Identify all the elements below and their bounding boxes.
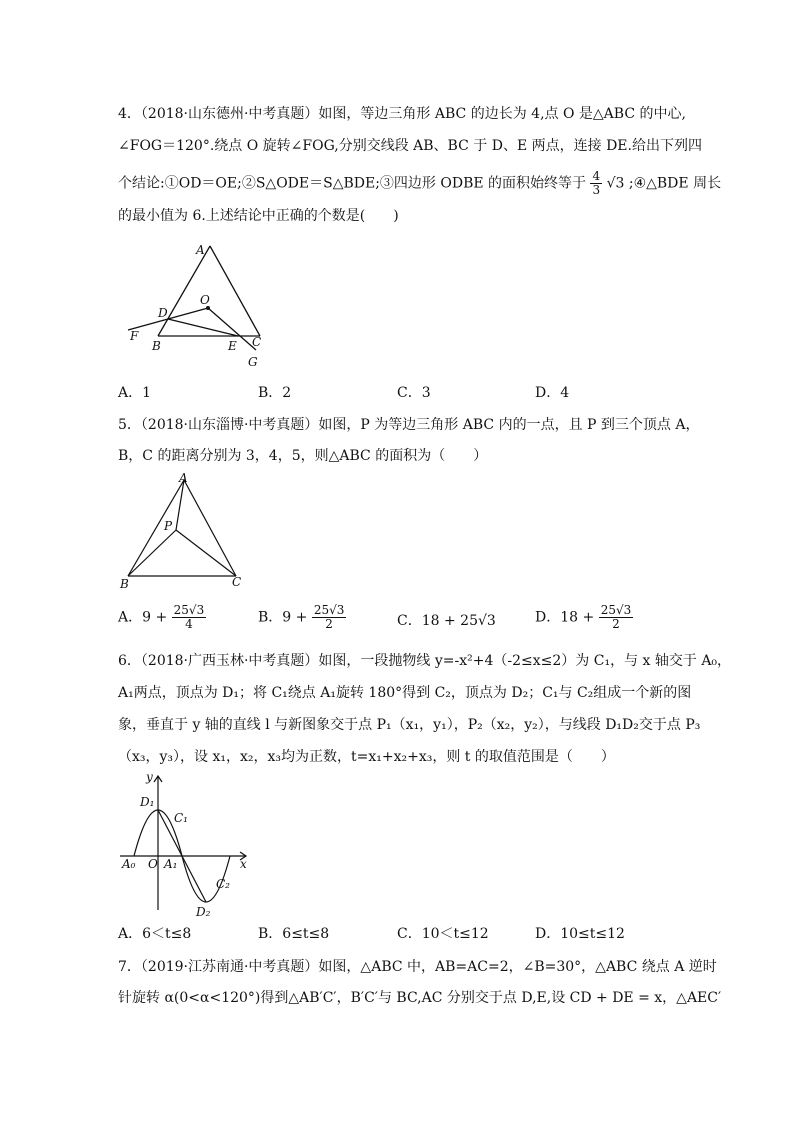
q4-line-2: ∠FOG＝120°.绕点 O 旋转∠FOG,分别交线段 AB、BC 于 D、E 两点，连接 DE.给出下列四 <box>118 138 702 154</box>
q6-option-c: C．10＜t≤12 <box>397 926 489 942</box>
q4-fraction <box>590 170 602 197</box>
q6-line-3: 象，垂直于 y 轴的直线 l 与新图象交于点 P₁（x₁，y₁），P₂（x₂，y₂），与线段 D₁D₂交于点 P₃ <box>118 717 701 733</box>
q5-option-a-numerator: 25√3 <box>173 603 205 617</box>
q4-fraction-numerator: 4 <box>592 169 601 183</box>
q5-option-d <box>535 604 633 631</box>
q4-label-f: F <box>130 329 139 343</box>
q6-line-2: A₁两点，顶点为 D₁；将 C₁绕点 A₁旋转 180°得到 C₂，顶点为 D₂；C₁与 C₂组成一个新的图 <box>118 685 692 701</box>
q4-label-e: E <box>228 339 237 353</box>
q6-label-a0: A₀ <box>122 857 136 871</box>
q4-line-4: 的最小值为 6.上述结论中正确的个数是( ) <box>118 208 399 224</box>
q4-line-3-text-a: 个结论:①OD＝OE;②S△ODE＝S△BDE;③四边形 ODBE 的面积始终等于 <box>118 175 587 192</box>
q4-label-a: A <box>196 243 205 257</box>
q6-label-c2: C₂ <box>216 877 230 891</box>
q5-option-d-fraction <box>599 604 634 631</box>
q5-option-b-fraction <box>312 604 347 631</box>
q4-option-b: B．2 <box>258 385 292 401</box>
q5-option-a-text: A．9 + <box>118 609 168 626</box>
q5-label-p: P <box>164 519 173 533</box>
q7-line-1: 7．（2019·江苏南通·中考真题）如图，△ABC 中，AB=AC=2，∠B=30°，△ABC 绕点 A 逆时 <box>118 959 717 975</box>
q4-label-d: D <box>158 306 168 320</box>
q6-line-1: 6．（2018·广西玉林·中考真题）如图，一段抛物线 y=-x²+4（-2≤x≤2）为 C₁，与 x 轴交于 A₀， <box>118 653 732 669</box>
q6-label-d1: D₁ <box>140 795 155 809</box>
q4-label-b: B <box>152 339 161 353</box>
q4-triangle-figure <box>120 238 280 370</box>
q4-option-d: D．4 <box>535 385 570 401</box>
q5-option-b-text: B．9 + <box>258 609 308 626</box>
q5-option-a-fraction <box>172 604 207 631</box>
q5-option-d-numerator: 25√3 <box>600 603 632 617</box>
q5-label-a: A <box>179 472 188 485</box>
q5-option-a-denominator: 4 <box>185 617 193 631</box>
q5-label-b: B <box>120 577 129 591</box>
q5-line-2: B，C 的距离分别为 3，4，5，则△ABC 的面积为（ ） <box>118 448 488 464</box>
q6-option-b: B．6≤t≤8 <box>258 926 330 942</box>
q5-triangle-figure <box>116 472 246 592</box>
q7-line-2: 针旋转 α(0<α<120°)得到△AB′C′，B′C′与 BC,AC 分别交于点 D,E,设 CD + DE = x，△AEC′ <box>118 990 722 1006</box>
q4-line-3 <box>118 170 721 197</box>
q6-option-d: D．10≤t≤12 <box>535 926 625 942</box>
q6-label-c1: C₁ <box>174 811 188 825</box>
q6-label-x: x <box>240 857 247 871</box>
q6-label-o: O <box>148 857 158 871</box>
q5-option-b-denominator: 2 <box>325 617 333 631</box>
q6-label-y: y <box>146 770 153 784</box>
q4-line-3-text-b: √3 ;④△BDE 周长 <box>606 175 722 192</box>
q5-option-d-denominator: 2 <box>612 617 620 631</box>
q4-label-o: O <box>200 293 210 307</box>
q5-option-b <box>258 604 346 631</box>
q5-option-a <box>118 604 206 631</box>
q6-label-a1: A₁ <box>164 857 178 871</box>
q5-option-d-text: D．18 + <box>535 609 595 626</box>
q5-option-c <box>397 611 496 631</box>
q4-option-a: A．1 <box>118 385 152 401</box>
q4-label-c: C <box>252 335 262 349</box>
q5-option-b-numerator: 25√3 <box>313 603 345 617</box>
q5-line-1: 5．（2018·山东淄博·中考真题）如图，P 为等边三角形 ABC 内的一点，且 P 到三个顶点 A， <box>118 417 700 433</box>
q5-option-c-text: C．18 + 25√3 <box>397 613 496 629</box>
q6-label-d2: D₂ <box>196 905 211 919</box>
q4-label-g: G <box>248 355 258 369</box>
q6-line-4: （x₃，y₃），设 x₁，x₂，x₃均为正数，t=x₁+x₂+x₃，则 t 的取值范围是（ ） <box>118 749 615 765</box>
q6-parabola-figure <box>118 770 258 920</box>
q4-line-1: 4．（2018·山东德州·中考真题）如图，等边三角形 ABC 的边长为 4,点 O 是△ABC 的中心, <box>118 106 686 122</box>
q4-option-c: C．3 <box>397 385 431 401</box>
q4-fraction-denominator: 3 <box>592 183 601 197</box>
q5-label-c: C <box>232 575 242 589</box>
q6-option-a: A．6＜t≤8 <box>118 926 192 942</box>
